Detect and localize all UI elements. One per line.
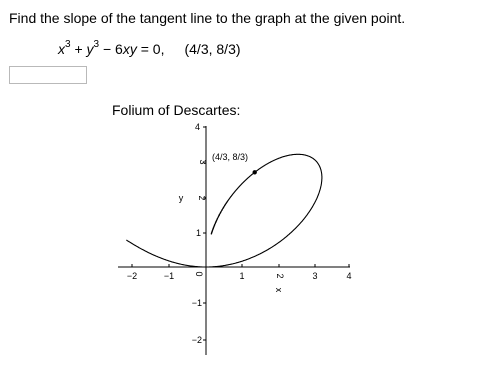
x-tick-label: −2 [126, 271, 138, 281]
equation-y-exponent: 3 [93, 39, 100, 51]
equation-xy: xy [122, 41, 137, 57]
graph-title: Folium of Descartes: [112, 102, 241, 118]
x-tick-label: 4 [346, 271, 352, 281]
equation-minus-six: − 6 [99, 41, 123, 57]
tangent-point-marker [253, 170, 257, 174]
equation-x: x [58, 41, 65, 57]
equation-x-exponent: 3 [65, 39, 71, 51]
x-tick-label: 2 [275, 273, 285, 279]
given-point: (4/3, 8/3) [184, 41, 241, 57]
y-tick-label: −1 [191, 298, 202, 308]
equation-equals-zero: = 0, [136, 41, 165, 57]
tangent-point-label: (4/3, 8/3) [212, 152, 249, 162]
equation-y: y [86, 41, 94, 57]
folium-curve [126, 154, 322, 267]
y-tick-label: 3 [198, 159, 208, 165]
y-tick-label: 1 [195, 228, 201, 238]
x-tick-label: −1 [163, 271, 175, 281]
equation-plus: + [70, 41, 87, 57]
x-tick-label: 0 [194, 271, 204, 277]
y-tick-label: −2 [191, 335, 202, 345]
x-axis-label: x [274, 287, 284, 293]
x-tick-label: 3 [312, 271, 318, 281]
y-axis-label: y [178, 193, 184, 203]
x-tick-label: 1 [239, 271, 245, 281]
y-tick-label: 2 [197, 195, 207, 201]
y-tick-label: 4 [194, 122, 200, 132]
question-prompt: Find the slope of the tangent line to the graph at the given point. [9, 10, 406, 26]
